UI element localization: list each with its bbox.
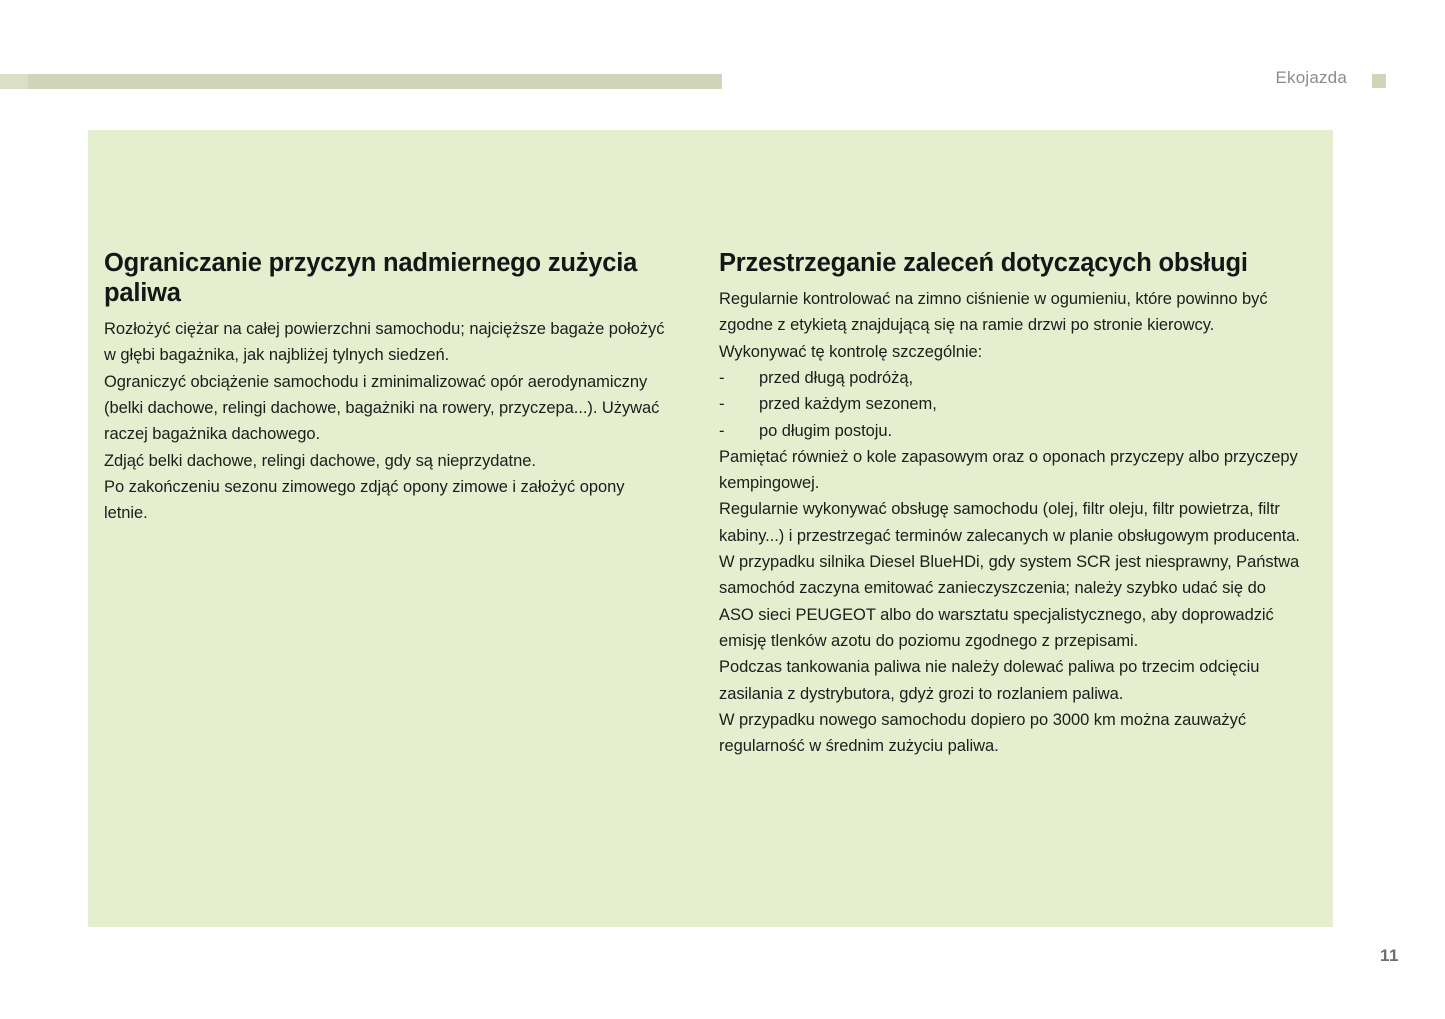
inspection-checklist [719, 365, 1303, 444]
right-column [710, 248, 1333, 927]
header-accent-bar [0, 74, 722, 89]
list-item [719, 418, 1303, 444]
left-paragraph-3: Zdjąć belki dachowe, relingi dachowe, gdy są nieprzydatne. [104, 451, 536, 470]
left-column [88, 248, 710, 927]
right-paragraph-4: W przypadku nowego samochodu dopiero po 3000 km można zauważyć regularność w średnim zużyciu paliwa. [719, 710, 1247, 756]
list-item-label: po długim postoju. [759, 421, 893, 440]
left-paragraph-2: Ograniczyć obciążenie samochodu i zminimalizować opór aerodynamiczny (belki dachowe, relingi dachowe, bagażniki na rowery, przyczepa...). Używać raczej bagażnika dachowego. [104, 372, 660, 444]
left-paragraph-1: Rozłożyć ciężar na całej powierzchni samochodu; najcięższe bagaże położyć w głębi bagażnika, jak najbliżej tylnych siedzeń. [104, 320, 665, 365]
list-item-label: przed długą podróżą, [759, 368, 914, 387]
header-square-marker-icon [1372, 74, 1386, 88]
dash-marker-icon: - [719, 368, 725, 387]
right-paragraph-2: W przypadku silnika Diesel BlueHDi, gdy system SCR jest niesprawny, Państwa samochód zaczyna emitować zanieczyszczenia; należy szybko udać się do ASO sieci PEUGEOT albo do warsztatu specjalistycznego, aby doprowadzić emisję tlenków azotu do poziomu zgodnego z przepisami. [719, 553, 1300, 650]
page-number: 11 [1380, 946, 1399, 965]
left-paragraph-4: Po zakończeniu sezonu zimowego zdjąć opony zimowe i założyć opony letnie. [104, 477, 625, 523]
content-panel [88, 130, 1333, 927]
list-item [719, 365, 1303, 391]
left-column-heading: Ograniczanie przyczyn nadmiernego zużycia paliwa [104, 249, 638, 308]
dash-marker-icon: - [719, 395, 725, 414]
list-item-label: przed każdym sezonem, [759, 395, 937, 414]
right-intro-paragraph: Regularnie kontrolować na zimno ciśnienie w ogumieniu, które powinno być zgodne z etykietą znajdującą się na ramie drzwi po stronie kierowcy. [719, 290, 1268, 335]
right-paragraph-1: Regularnie wykonywać obsługę samochodu (olej, filtr oleju, filtr powietrza, filtr kabiny...) i przestrzegać terminów zalecanych w planie obsługowym producenta. [719, 500, 1300, 545]
header-section-title: Ekojazda [1275, 68, 1347, 87]
header-accent-bar-cap [0, 74, 28, 89]
right-column-heading: Przestrzeganie zaleceń dotyczących obsługi [719, 249, 1248, 277]
right-list-intro: Wykonywać tę kontrolę szczególnie: [719, 342, 983, 361]
two-column-layout [88, 130, 1333, 927]
list-item [719, 391, 1303, 417]
right-paragraph-3: Podczas tankowania paliwa nie należy dolewać paliwa po trzecim odcięciu zasilania z dystrybutora, gdyż grozi to rozlaniem paliwa. [719, 658, 1260, 703]
dash-marker-icon: - [719, 421, 725, 440]
right-after-list-paragraph: Pamiętać również o kole zapasowym oraz o oponach przyczepy albo przyczepy kempingowej. [719, 447, 1298, 493]
